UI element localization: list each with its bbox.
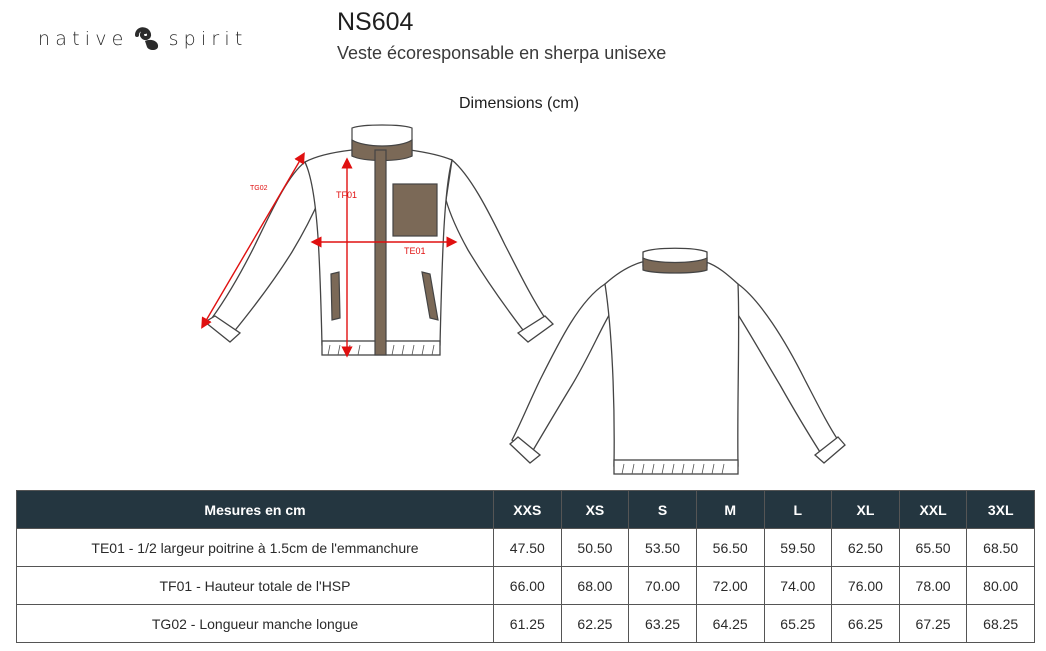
table-cell: 67.25 xyxy=(899,605,967,643)
logo-word-left: native xyxy=(38,28,129,50)
table-cell: 47.50 xyxy=(494,529,562,567)
size-header: XXS xyxy=(494,491,562,529)
table-row xyxy=(17,529,1035,567)
table-cell: 62.50 xyxy=(832,529,900,567)
size-table-header xyxy=(17,491,1035,529)
dimensions-title: Dimensions (cm) xyxy=(459,95,580,112)
table-cell: 80.00 xyxy=(967,567,1035,605)
header-label: Mesures en cm xyxy=(17,491,494,529)
table-cell: 53.50 xyxy=(629,529,697,567)
table-cell: 61.25 xyxy=(494,605,562,643)
product-name: Veste écoresponsable en sherpa unisexe xyxy=(337,43,667,63)
table-cell: 74.00 xyxy=(764,567,832,605)
table-cell: 59.50 xyxy=(764,529,832,567)
row-label: TF01 - Hauteur totale de l'HSP xyxy=(17,567,494,605)
table-row xyxy=(17,605,1035,643)
size-header: L xyxy=(764,491,832,529)
table-cell: 64.25 xyxy=(696,605,764,643)
front-right-sleeve xyxy=(446,160,545,334)
row-label: TE01 - 1/2 largeur poitrine à 1.5cm de l'emmanchure xyxy=(17,529,494,567)
size-header: XL xyxy=(832,491,900,529)
table-cell: 50.50 xyxy=(561,529,629,567)
table-cell: 68.50 xyxy=(967,529,1035,567)
product-code: NS604 xyxy=(337,8,414,36)
table-cell: 65.50 xyxy=(899,529,967,567)
front-left-pocket xyxy=(331,272,340,320)
table-cell: 56.50 xyxy=(696,529,764,567)
table-cell: 62.25 xyxy=(561,605,629,643)
front-zip-placket xyxy=(375,150,386,355)
table-cell: 76.00 xyxy=(832,567,900,605)
table-cell: 66.00 xyxy=(494,567,562,605)
te01-label: TE01 xyxy=(404,246,426,256)
back-body xyxy=(605,262,739,466)
table-cell: 65.25 xyxy=(764,605,832,643)
tf01-label: TF01 xyxy=(336,190,358,200)
table-cell: 70.00 xyxy=(629,567,697,605)
table-cell: 68.00 xyxy=(561,567,629,605)
table-cell: 66.25 xyxy=(832,605,900,643)
size-table xyxy=(16,490,1035,643)
table-cell: 72.00 xyxy=(696,567,764,605)
table-cell: 68.25 xyxy=(967,605,1035,643)
row-label: TG02 - Longueur manche longue xyxy=(17,605,494,643)
table-row xyxy=(17,567,1035,605)
size-header: XXL xyxy=(899,491,967,529)
size-header: S xyxy=(629,491,697,529)
table-cell: 63.25 xyxy=(629,605,697,643)
size-header: XS xyxy=(561,491,629,529)
logo-word-right: spirit xyxy=(168,28,248,50)
table-cell: 78.00 xyxy=(899,567,967,605)
tg02-label: TG02 xyxy=(250,185,268,192)
size-header: 3XL xyxy=(967,491,1035,529)
front-chest-pocket xyxy=(393,184,437,236)
size-header: M xyxy=(696,491,764,529)
back-jacket xyxy=(510,248,845,474)
back-right-sleeve xyxy=(735,284,838,452)
